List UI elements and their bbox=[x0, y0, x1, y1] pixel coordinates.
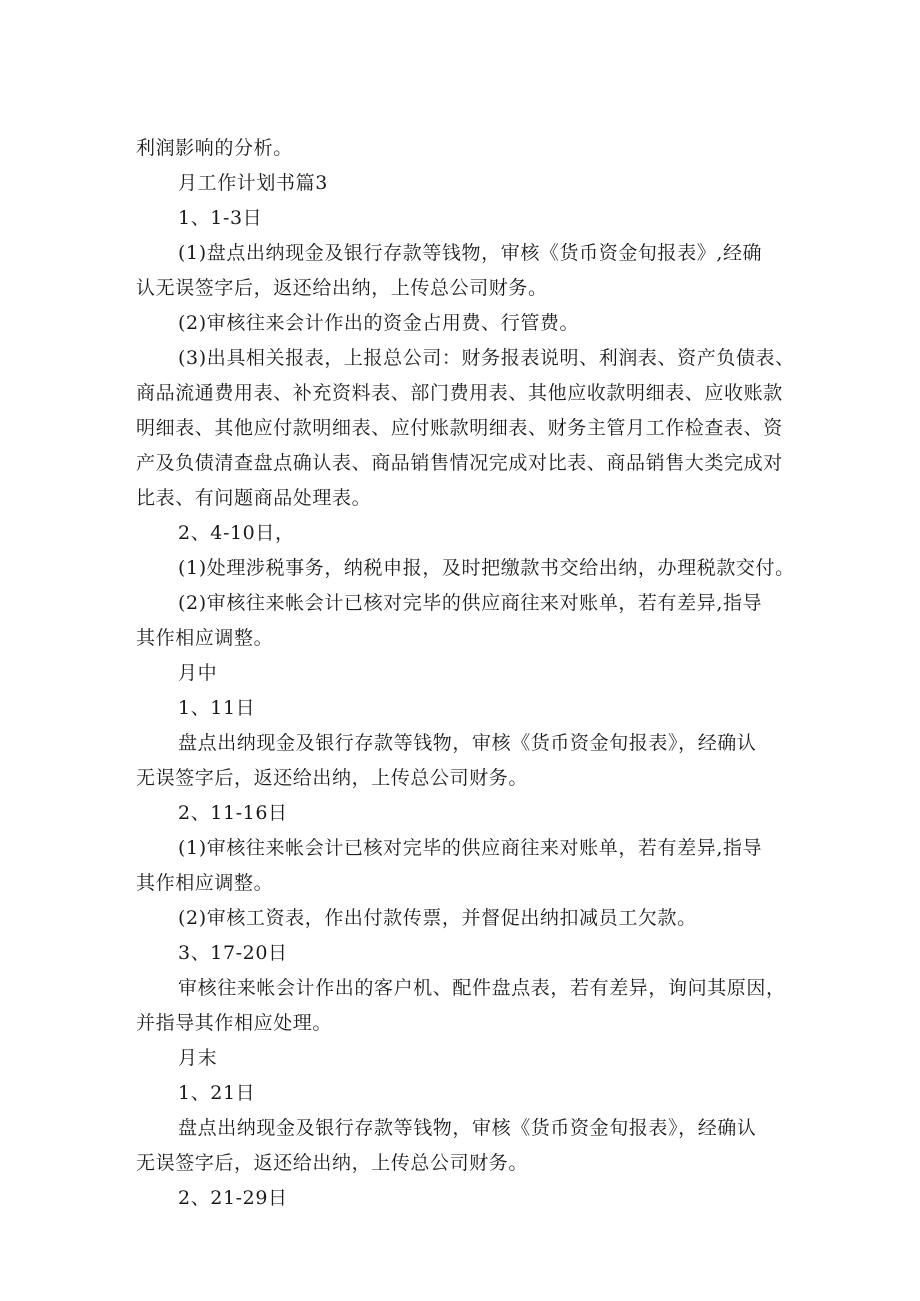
list-item-heading: 2、4-10日， bbox=[178, 522, 295, 544]
text-line: 无误签字后，返还给出纳，上传总公司财务。 bbox=[136, 767, 529, 789]
list-item-heading: 1、1-3日 bbox=[178, 207, 263, 229]
text-line: (1)处理涉税事务，纳税申报，及时把缴款书交给出纳，办理税款交付。 bbox=[178, 557, 795, 579]
text-line: 盘点出纳现金及银行存款等钱物，审核《货币资金旬报表》，经确认 bbox=[178, 1117, 757, 1139]
text-line: 认无误签字后，返还给出纳，上传总公司财务。 bbox=[136, 277, 548, 299]
text-line: 明细表、其他应付款明细表、应付账款明细表、财务主管月工作检查表、资 bbox=[136, 417, 783, 439]
text-line: 利润影响的分析。 bbox=[136, 137, 293, 159]
list-item-heading: 1、21日 bbox=[178, 1082, 256, 1104]
text-line: (2)审核往来会计作出的资金占用费、行管费。 bbox=[178, 312, 580, 334]
text-line: (2)审核往来帐会计已核对完毕的供应商往来对账单，若有差异,指导 bbox=[178, 592, 763, 614]
text-line: 其作相应调整。 bbox=[136, 872, 274, 894]
text-line: (1)审核往来帐会计已核对完毕的供应商往来对账单，若有差异,指导 bbox=[178, 837, 763, 859]
list-item-heading: 1、11日 bbox=[178, 697, 256, 719]
text-line: 并指导其作相应处理。 bbox=[136, 1012, 333, 1034]
text-line: 审核往来帐会计作出的客户机、配件盘点表，若有差异，询问其原因， bbox=[178, 977, 786, 999]
list-item-heading: 2、11-16日 bbox=[178, 802, 288, 824]
list-item-heading: 2、21-29日 bbox=[178, 1187, 288, 1209]
list-item-heading: 3、17-20日 bbox=[178, 942, 288, 964]
section-heading: 月末 bbox=[178, 1047, 218, 1069]
text-line: (3)出具相关报表，上报总公司：财务报表说明、利润表、资产负债表、 bbox=[178, 347, 795, 369]
text-line: 产及负债清查盘点确认表、商品销售情况完成对比表、商品销售大类完成对 bbox=[136, 452, 783, 474]
text-line: (2)审核工资表，作出付款传票，并督促出纳扣减员工欠款。 bbox=[178, 907, 697, 929]
section-heading: 月工作计划书篇3 bbox=[178, 172, 328, 194]
text-line: 无误签字后，返还给出纳，上传总公司财务。 bbox=[136, 1152, 529, 1174]
text-line: 比表、有问题商品处理表。 bbox=[136, 487, 372, 509]
text-line: (1)盘点出纳现金及银行存款等钱物，审核《货币资金旬报表》,经确 bbox=[178, 242, 763, 264]
text-line: 盘点出纳现金及银行存款等钱物，审核《货币资金旬报表》，经确认 bbox=[178, 732, 757, 754]
text-line: 其作相应调整。 bbox=[136, 627, 274, 649]
text-line: 商品流通费用表、补充资料表、部门费用表、其他应收款明细表、应收账款 bbox=[136, 382, 783, 404]
section-heading: 月中 bbox=[178, 662, 218, 684]
